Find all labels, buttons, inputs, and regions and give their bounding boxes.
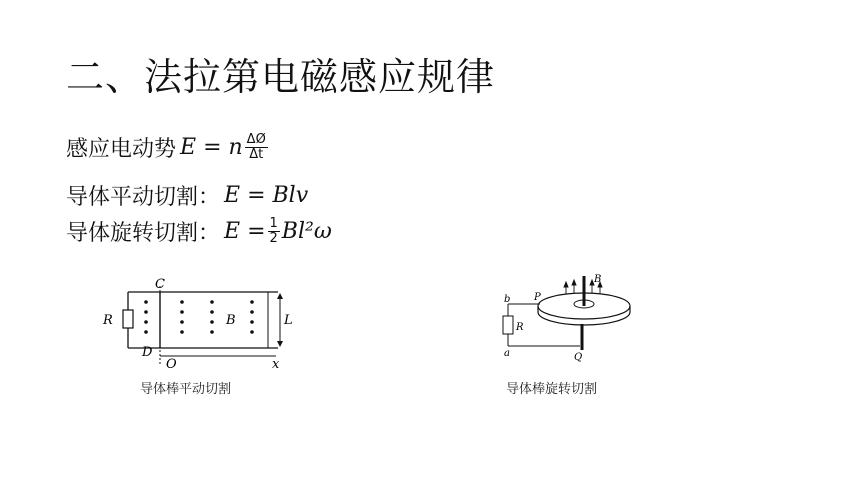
induced-emf-lhs: E = n <box>180 135 243 160</box>
resistor-icon <box>503 316 513 334</box>
label-b: B <box>226 313 236 328</box>
formula-translational <box>66 180 308 211</box>
label-r-right: R <box>516 322 524 333</box>
rotational-fraction <box>268 217 280 246</box>
label-p: P <box>534 292 541 303</box>
rotational-denominator: 2 <box>269 231 278 246</box>
label-l: L <box>284 313 293 328</box>
induced-emf-label: 感应电动势 <box>66 137 177 162</box>
rotational-cutting-diagram <box>494 270 644 366</box>
label-c: C <box>155 277 165 292</box>
label-b-field: B <box>594 274 602 285</box>
label-r: R <box>103 313 113 328</box>
page-title: 二、法拉第电磁感应规律 <box>66 55 496 99</box>
rotational-numerator: 1 <box>269 216 278 231</box>
label-x: x <box>272 357 280 372</box>
induced-emf-denominator: Δt <box>249 147 264 162</box>
rotational-rhs: Bl²ω <box>281 219 332 244</box>
label-d: D <box>142 345 153 360</box>
rotational-lhs: E = <box>224 219 266 244</box>
caption-rotational: 导体棒旋转切割 <box>506 382 598 397</box>
label-q: Q <box>574 352 583 363</box>
resistor-icon <box>123 310 133 328</box>
label-o: O <box>166 357 177 372</box>
rotational-label: 导体旋转切割： <box>66 221 221 246</box>
translational-label: 导体平动切割： <box>66 185 221 210</box>
induced-emf-numerator: ΔØ <box>246 132 266 147</box>
induced-emf-fraction <box>245 133 268 162</box>
translational-cutting-diagram <box>98 276 298 372</box>
translational-formula: E = Blv <box>224 183 309 208</box>
formula-rotational <box>66 216 332 247</box>
label-a-node: a <box>504 348 510 359</box>
label-b-node: b <box>504 294 511 305</box>
formula-induced-emf <box>66 132 270 163</box>
caption-translational: 导体棒平动切割 <box>140 382 232 397</box>
